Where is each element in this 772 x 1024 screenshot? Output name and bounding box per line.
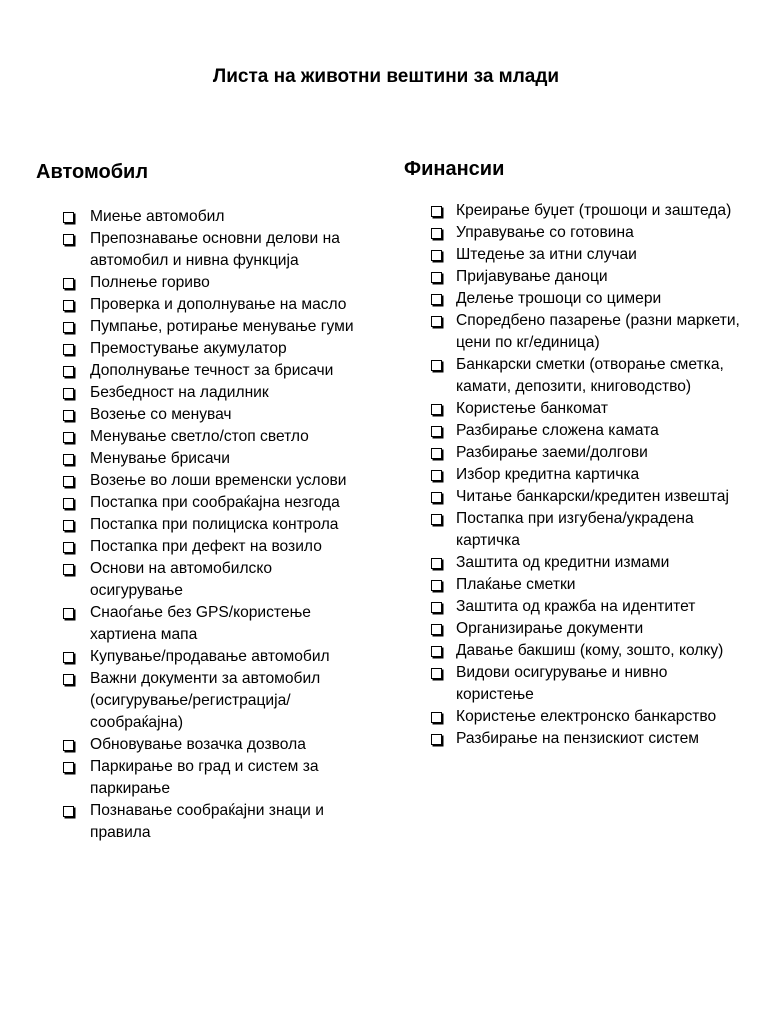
checklist-item — [404, 508, 744, 552]
checkbox-icon[interactable] — [431, 448, 442, 459]
checklist-item — [404, 442, 744, 464]
checklist-item — [404, 266, 744, 288]
checkbox-icon[interactable] — [431, 734, 442, 745]
checklist-item — [404, 420, 744, 442]
checkbox-icon[interactable] — [431, 360, 442, 371]
checklist-item — [36, 272, 366, 294]
checkbox-icon[interactable] — [431, 580, 442, 591]
checkbox-icon[interactable] — [63, 498, 74, 509]
checklist-item-label: Миење автомобил — [90, 208, 225, 225]
checklist-item-label: Управување со готовина — [456, 224, 634, 241]
checklist-item — [36, 470, 366, 492]
checkbox-icon[interactable] — [63, 212, 74, 223]
checklist-item-label: Препознавање основни делови на автомобил и нивна функција — [90, 230, 340, 269]
checklist-item — [36, 206, 366, 228]
checkbox-icon[interactable] — [431, 250, 442, 261]
checklist-item-label: Заштита од кредитни измами — [456, 554, 670, 571]
checklist-item — [36, 602, 366, 646]
checkbox-icon[interactable] — [63, 652, 74, 663]
checkbox-icon[interactable] — [63, 344, 74, 355]
checklist-item — [404, 706, 744, 728]
checkbox-icon[interactable] — [63, 564, 74, 575]
checklist-item-label: Заштита од кражба на идентитет — [456, 598, 696, 615]
checklist-item-label: Возење со менувач — [90, 406, 232, 423]
checklist-item-label: Разбирање на пензискиот систем — [456, 730, 700, 747]
checkbox-icon[interactable] — [431, 558, 442, 569]
checkbox-icon[interactable] — [63, 762, 74, 773]
checklist-item-label: Давање бакшиш (кому, зошто, колку) — [456, 642, 724, 659]
checkbox-icon[interactable] — [431, 668, 442, 679]
checklist-item — [404, 618, 744, 640]
checklist-item-label: Разбирање сложена камата — [456, 422, 659, 439]
checklist-item — [36, 228, 366, 272]
checklist-item-label: Проверка и дополнување на масло — [90, 296, 347, 313]
checklist-item — [404, 662, 744, 706]
checkbox-icon[interactable] — [63, 740, 74, 751]
checklist-item — [36, 734, 366, 756]
checklist-item-label: Плаќање сметки — [456, 576, 576, 593]
checklist-item-label: Постапка при сообраќајна незгода — [90, 494, 340, 511]
checklist-item — [36, 536, 366, 558]
checklist-item-label: Обновување возачка дозвола — [90, 736, 306, 753]
checkbox-icon[interactable] — [431, 316, 442, 327]
checkbox-icon[interactable] — [431, 492, 442, 503]
checklist-item — [404, 552, 744, 574]
checklist-item — [404, 310, 744, 354]
checklist-item-label: Полнење гориво — [90, 274, 210, 291]
checklist-item — [404, 244, 744, 266]
checklist-item — [404, 222, 744, 244]
checklist-item-label: Менување брисачи — [90, 450, 230, 467]
checkbox-icon[interactable] — [431, 646, 442, 657]
finance-section — [404, 155, 744, 750]
checklist-item-label: Премостување акумулатор — [90, 340, 287, 357]
checklist-item-label: Пумпање, ротирање менување гуми — [90, 318, 354, 335]
checklist-item-label: Споредбено пазарење (разни маркети, цени по кг/единица) — [456, 312, 740, 351]
checkbox-icon[interactable] — [63, 322, 74, 333]
checklist-item — [404, 398, 744, 420]
checkbox-icon[interactable] — [63, 410, 74, 421]
checklist-item-label: Делење трошоци со цимери — [456, 290, 662, 307]
checklist-item-label: Менување светло/стоп светло — [90, 428, 309, 445]
checklist-item — [404, 596, 744, 618]
checkbox-icon[interactable] — [63, 520, 74, 531]
page-title: Листа на животни вештини за млади — [212, 66, 560, 87]
checkbox-icon[interactable] — [431, 602, 442, 613]
checklist-item — [404, 464, 744, 486]
checklist-item-label: Возење во лоши временски услови — [90, 472, 347, 489]
checklist-item — [36, 382, 366, 404]
checklist-item — [36, 294, 366, 316]
checklist-item — [404, 486, 744, 508]
car-checklist — [36, 206, 366, 844]
checkbox-icon[interactable] — [63, 300, 74, 311]
checklist-item — [404, 728, 744, 750]
checkbox-icon[interactable] — [431, 470, 442, 481]
checklist-item — [404, 200, 744, 222]
checkbox-icon[interactable] — [63, 608, 74, 619]
checkbox-icon[interactable] — [431, 404, 442, 415]
checkbox-icon[interactable] — [431, 294, 442, 305]
checkbox-icon[interactable] — [63, 388, 74, 399]
checklist-item-label: Купување/продавање автомобил — [90, 648, 330, 665]
checkbox-icon[interactable] — [63, 806, 74, 817]
checklist-item — [36, 404, 366, 426]
checklist-item-label: Креирање буџет (трошоци и заштеда) — [456, 202, 732, 219]
checklist-item-label: Постапка при изгубена/украдена картичка — [456, 510, 694, 549]
checklist-item — [36, 316, 366, 338]
checklist-item-label: Постапка при дефект на возило — [90, 538, 322, 555]
checklist-item-label: Постапка при полициска контрола — [90, 516, 339, 533]
checkbox-icon[interactable] — [63, 366, 74, 377]
checkbox-icon[interactable] — [431, 624, 442, 635]
checklist-item — [404, 354, 744, 398]
checklist-item-label: Паркирање во град и систем за паркирање — [90, 758, 319, 797]
checkbox-icon[interactable] — [63, 674, 74, 685]
checklist-item — [404, 640, 744, 662]
checklist-item-label: Читање банкарски/кредитен извештај — [456, 488, 729, 505]
checkbox-icon[interactable] — [63, 542, 74, 553]
checkbox-icon[interactable] — [431, 426, 442, 437]
checklist-item — [36, 800, 366, 844]
checklist-item — [36, 756, 366, 800]
checklist-item-label: Основи на автомобилско осигурување — [90, 560, 273, 599]
checklist-item-label: Важни документи за автомобил (осигурување/регистрација/сообраќајна) — [90, 670, 321, 731]
checkbox-icon[interactable] — [431, 712, 442, 723]
checklist-item-label: Безбедност на ладилник — [90, 384, 269, 401]
checkbox-icon[interactable] — [63, 234, 74, 245]
checkbox-icon[interactable] — [431, 228, 442, 239]
checklist-item — [36, 492, 366, 514]
checklist-item-label: Разбирање заеми/долгови — [456, 444, 648, 461]
car-heading: Автомобил — [36, 161, 149, 183]
checklist-item — [36, 360, 366, 382]
checkbox-icon[interactable] — [431, 272, 442, 283]
checkbox-icon[interactable] — [63, 432, 74, 443]
checkbox-icon[interactable] — [63, 476, 74, 487]
finance-heading: Финансии — [404, 158, 505, 180]
finance-checklist — [404, 200, 744, 750]
checklist-item-label: Банкарски сметки (отворање сметка, камати, депозити, книговодство) — [456, 356, 724, 395]
checkbox-icon[interactable] — [431, 514, 442, 525]
checkbox-icon[interactable] — [63, 454, 74, 465]
checklist-item-label: Пријавување даноци — [456, 268, 608, 285]
checkbox-icon[interactable] — [431, 206, 442, 217]
checklist-item-label: Организирање документи — [456, 620, 644, 637]
checklist-item-label: Дополнување течност за брисачи — [90, 362, 334, 379]
checklist-item-label: Штедење за итни случаи — [456, 246, 637, 263]
checklist-item — [36, 668, 366, 734]
checkbox-icon[interactable] — [63, 278, 74, 289]
checklist-item — [36, 426, 366, 448]
checklist-item-label: Снаоѓање без GPS/користење хартиена мапа — [90, 604, 311, 643]
checklist-item-label: Користење електронско банкарство — [456, 708, 717, 725]
checklist-item — [36, 514, 366, 536]
checklist-item-label: Избор кредитна картичка — [456, 466, 640, 483]
checklist-item-label: Видови осигурување и нивно користење — [456, 664, 668, 703]
car-section — [36, 158, 366, 844]
checklist-item — [404, 574, 744, 596]
checklist-item — [36, 338, 366, 360]
checklist-item — [36, 646, 366, 668]
checklist-item — [36, 448, 366, 470]
checklist-item-label: Познавање сообраќајни знаци и правила — [90, 802, 324, 841]
checklist-item-label: Користење банкомат — [456, 400, 608, 417]
checklist-item — [404, 288, 744, 310]
checklist-item — [36, 558, 366, 602]
